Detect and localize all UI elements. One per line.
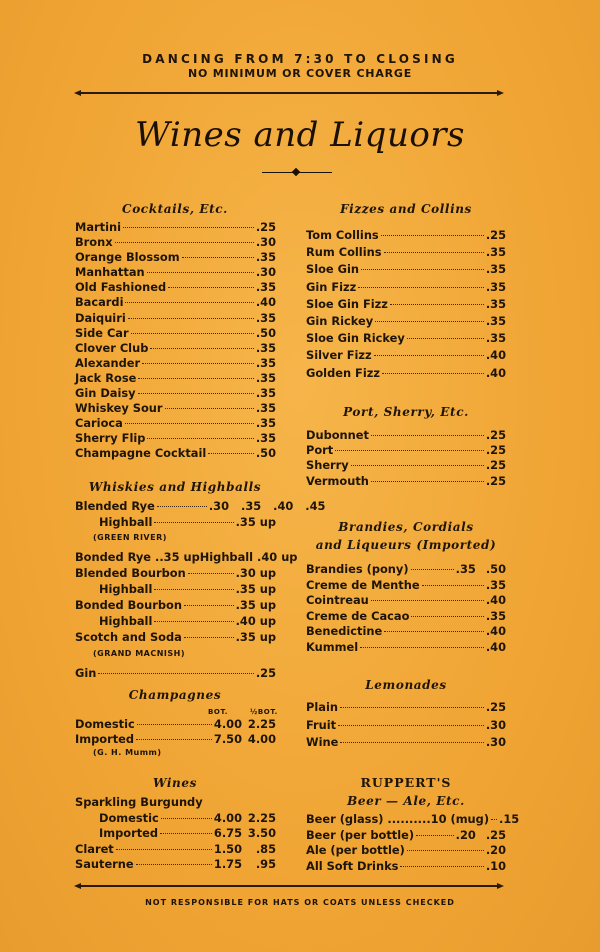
list-item (75, 326, 276, 341)
header-line-1: DANCING FROM 7:30 TO CLOSING (142, 52, 458, 66)
ruppert-heading: RUPPERT'S (360, 775, 452, 790)
lemonades-list (306, 699, 506, 752)
green-river-note: (GREEN RIVER) (93, 533, 167, 542)
list-item (306, 313, 506, 330)
item-name: Daiquiri (75, 310, 126, 325)
item-price: .35 (485, 262, 506, 277)
list-item (306, 279, 506, 296)
item-name: Vermouth (306, 473, 369, 488)
list-item (75, 280, 276, 295)
list-item (306, 244, 506, 261)
item-name: Whiskey Sour (75, 401, 163, 416)
mumm-note: (G. H. Mumm) (93, 748, 162, 757)
item-name: Creme de Menthe (306, 577, 420, 592)
item-price: .35 (255, 401, 276, 416)
item-name: Sherry (306, 458, 349, 473)
top-divider (74, 90, 504, 96)
list-item (75, 250, 276, 265)
wines-list (75, 795, 276, 873)
item-name: Champagne Cocktail (75, 446, 207, 461)
list-item (306, 609, 506, 625)
item-price: .25 (485, 700, 506, 714)
item-name: Carioca (75, 416, 123, 431)
footer-note: NOT RESPONSIBLE FOR HATS OR COATS UNLESS CHECKED (145, 898, 455, 907)
list-item: Bonded Bourbon .35 up (75, 598, 276, 612)
item-name: Gin Fizz (306, 279, 357, 294)
list-item (306, 624, 506, 640)
item-price: .30 (255, 265, 276, 280)
whiskies-list (75, 499, 326, 682)
item-price: .25 (485, 228, 506, 242)
item-name: All Soft Drinks (306, 858, 399, 873)
list-item: Sauterne 1.75 .95 (75, 857, 276, 871)
list-item: Highball .40 up (99, 613, 276, 628)
item-name: Clover Club (75, 340, 149, 355)
item-price: .35 (255, 355, 276, 370)
item-price: .40 (485, 593, 506, 607)
item-name: Plain (306, 700, 338, 714)
item-name: Creme de Cacao (306, 608, 410, 623)
item-price: .25 (485, 458, 506, 473)
half-bottle-col-header: ½BOT. (250, 708, 278, 716)
item-price: .35 (255, 250, 276, 265)
bottom-divider (74, 883, 504, 889)
list-item: Blended Rye .30 .35 .40 .45 (75, 499, 326, 513)
item-price: .35 (255, 386, 276, 401)
list-item (306, 812, 520, 828)
item-price: .25 (485, 473, 506, 488)
title-flourish (262, 171, 332, 175)
list-item: Blended Bourbon .30 up (75, 566, 276, 580)
list-item (306, 227, 506, 244)
item-name: Side Car (75, 325, 129, 340)
list-item: Domestic 4.00 2.25 (75, 717, 276, 731)
list-item (306, 365, 506, 382)
item-name: Beer (glass) ..........10 (mug) (306, 812, 490, 826)
wines-heading: Wines (153, 776, 197, 790)
item-price: .30 (485, 717, 506, 732)
cocktails-heading: Cocktails, Etc. (122, 202, 228, 216)
item-name: Bacardi (75, 295, 124, 310)
item-name: Sloe Gin (306, 262, 359, 277)
grand-macnish-note: (GRAND MACNISH) (93, 648, 186, 658)
list-item (75, 265, 276, 280)
item-price: .35 (485, 314, 506, 329)
item-price: .30 (485, 735, 506, 749)
brandies-heading-2: and Liqueurs (Imported) (315, 538, 497, 552)
item-price: .50 (255, 325, 276, 340)
fizzes-list (306, 227, 506, 382)
item-price: .35 (485, 296, 506, 311)
list-item (75, 416, 276, 431)
whiskies-heading: Whiskies and Highballs (88, 480, 262, 494)
brandies-heading-1: Brandies, Cordials (338, 520, 474, 534)
list-item (306, 428, 506, 443)
item-name: Port (306, 443, 334, 458)
item-price: .25 (485, 428, 506, 442)
item-name: Old Fashioned (75, 280, 167, 295)
list-item (75, 295, 276, 310)
item-price: .35 (255, 416, 276, 431)
list-item (75, 235, 276, 250)
list-item (306, 699, 506, 717)
item-price: .35 (485, 577, 506, 592)
item-name: Sloe Gin Rickey (306, 331, 405, 346)
fizzes-heading: Fizzes and Collins (340, 202, 472, 216)
list-item (306, 843, 506, 859)
list-item (306, 474, 506, 489)
list-item (75, 431, 276, 446)
item-price: .40 (255, 295, 276, 310)
item-name: Beer (per bottle) (306, 827, 415, 842)
item-price: .35 .50 (455, 562, 506, 576)
item-price: .25 (255, 220, 276, 234)
item-price: .35 (485, 279, 506, 294)
item-name: Sloe Gin Fizz (306, 296, 388, 311)
lemonades-heading: Lemonades (365, 678, 447, 692)
list-item: Highball .35 up (99, 581, 276, 596)
item-price: .35 (255, 370, 276, 385)
list-item: Imported 6.75 3.50 (99, 826, 276, 840)
item-price: .35 (255, 340, 276, 355)
list-item (75, 371, 276, 386)
list-item (306, 261, 506, 278)
item-price: .50 (255, 446, 276, 461)
list-item (306, 640, 506, 656)
list-item (306, 443, 506, 458)
list-item (306, 828, 506, 844)
item-name: Ale (per bottle) (306, 843, 405, 858)
list-item (306, 717, 506, 735)
item-name: Alexander (75, 355, 141, 370)
list-item (306, 458, 506, 473)
item-price: .35 (255, 431, 276, 446)
item-name: Golden Fizz (306, 365, 380, 380)
item-price: .40 (485, 365, 506, 380)
item-price: .30 (255, 235, 276, 250)
item-price: .25 (485, 443, 506, 458)
beer-list (306, 812, 520, 874)
page-title: Wines and Liquors (134, 115, 466, 155)
item-name: Gin Daisy (75, 386, 136, 401)
list-item (306, 734, 506, 752)
item-name: Orange Blossom (75, 250, 180, 265)
list-item: Imported 7.50 4.00 (75, 731, 276, 746)
beer-heading: Beer — Ale, Etc. (347, 794, 465, 808)
list-item (75, 356, 276, 371)
list-item (75, 386, 276, 401)
list-item (75, 311, 276, 326)
item-name: Brandies (pony) (306, 562, 409, 576)
item-name: Bronx (75, 235, 113, 250)
champagnes-list (75, 717, 276, 761)
list-item (306, 562, 506, 578)
list-item (75, 220, 276, 235)
item-name: Silver Fizz (306, 348, 372, 363)
cocktails-list (75, 220, 276, 462)
item-name: Dubonnet (306, 428, 369, 442)
item-price: .35 (485, 608, 506, 623)
item-price: .35 (485, 245, 506, 260)
item-name: Sherry Flip (75, 431, 146, 446)
port-list (306, 428, 506, 489)
list-item (306, 859, 506, 875)
item-price: .40 (485, 639, 506, 654)
list-item (306, 330, 506, 347)
brandies-list (306, 562, 506, 655)
item-name: Rum Collins (306, 245, 382, 260)
bottle-col-header: BOT. (208, 708, 229, 716)
item-name: Benedictine (306, 624, 383, 638)
item-price: .20 (485, 843, 506, 858)
list-item: Highball .35 up (99, 514, 276, 529)
sparkling-burgundy-label: Sparkling Burgundy (75, 795, 203, 809)
list-item: Scotch and Soda .35 up (75, 630, 276, 644)
item-name: Gin Rickey (306, 314, 374, 329)
list-item (75, 446, 276, 461)
item-price: .15 (499, 812, 520, 826)
item-price: .35 (485, 331, 506, 346)
item-name: Jack Rose (75, 370, 137, 385)
item-name: Wine (306, 735, 339, 749)
list-item: Bonded Rye ..35 up Highball .40 up (75, 549, 298, 564)
list-item (75, 341, 276, 356)
list-item (306, 347, 506, 364)
item-price: .20 .25 (455, 827, 506, 842)
item-name: Manhattan (75, 265, 145, 280)
port-heading: Port, Sherry, Etc. (343, 405, 469, 419)
header-line-2: NO MINIMUM OR COVER CHARGE (187, 67, 413, 80)
item-name: Tom Collins (306, 228, 379, 242)
item-name: Kummel (306, 639, 359, 654)
list-item: Claret 1.50 .85 (75, 841, 276, 856)
list-item (306, 578, 506, 594)
list-item (75, 401, 276, 416)
list-item: Domestic 4.00 2.25 (99, 810, 276, 825)
item-name: Fruit (306, 717, 337, 732)
item-price: .10 (485, 858, 506, 873)
item-price: .35 (255, 280, 276, 295)
item-name: Martini (75, 220, 122, 234)
list-item (306, 296, 506, 313)
champagnes-heading: Champagnes (128, 688, 222, 702)
item-price: .40 (485, 348, 506, 363)
item-price: .40 (485, 624, 506, 638)
item-price: .35 (255, 310, 276, 325)
list-item: Gin .25 (75, 666, 276, 680)
list-item (306, 593, 506, 609)
item-name: Cointreau (306, 593, 369, 607)
